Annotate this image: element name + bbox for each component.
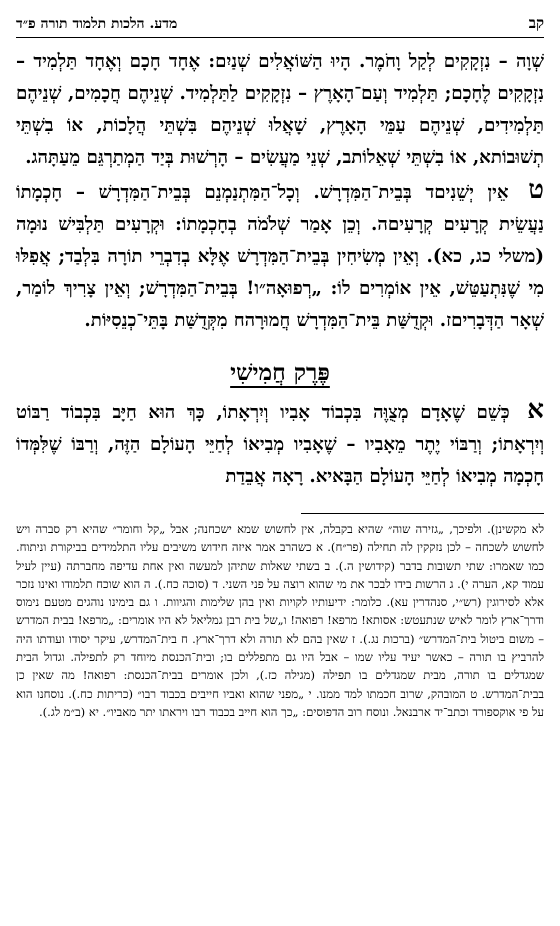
footnotes xyxy=(16,520,544,721)
halakha-paragraph xyxy=(16,174,544,337)
halakha-number: א xyxy=(527,395,544,425)
halakha-paragraph xyxy=(16,394,544,493)
footnote-divider xyxy=(301,513,544,514)
running-title: מדע. הלכות תלמוד תורה פ״ד xyxy=(16,16,178,32)
page-number: קב xyxy=(528,14,544,32)
main-text xyxy=(16,46,544,493)
chapter-title: פֶּרֶק חֲמִישִׁי xyxy=(230,359,330,386)
halakha-number: ט xyxy=(528,175,544,205)
footnote-text: לא מקשינן). ולפיכך, „גזירה שוה״ שהיא בקבלה, אין לחשוש שמא ישכחנה; אבל „קל וחומר״ שהיא רק סברה ויש לחשוש לשכחה – לכן נזקקין לה תחילה (פר״ח). א כשהרב אמר איזה חידוש משיבים עליו התלמידים בביקורת וניתוח. כמו שאמרו: שתי תשובות בדבר (קידושין ה.). ב בשתי שאלות שתיהן למעשה ואין אחת עדיפה מחברתה (עיין לעיל עמוד קא, הערה י). ג הרשות בידו לבכר את מי שהוא רוצה על פני השני. ד (סוכה כח.). ה הוא שוכח תלמודו ואינו נזכר אלא לסירוגין (רש״י, סנהדרין עא). כלומר: ידיעותיו לקויות ואין בהן שלימות והגיוות. ו גם בימינו נוהגים מטעם נימוס ודרך־ארץ לומר לאיש שנתעטש: אסותא! מרפא! רפואה! ו„של בית רבן גמליאל לא היו אומרים: „מרפא! בבית המדרש – משום ביטול בית־המדרש״ (ברכות נג.). ז שאין בהם לא תורה ולא דרך־ארץ. ח בית־המדרש, עיקר יסודו ועודתו היה להרביץ בו תורה – כאשר יעיד עליו שמו – אבל היו גם מתפללים בו; ובית־הכנסת מיוחד רק לתפילה. וגדול הבית שמגדלים בו תורה, מבית שמגדלים בו תפילה (מגילה כז.), ולכן אומרים בבית־הכנסת: רפואה! מה שאין כן בבית־המדרש. ט המובהק, שרוב חכמתו למד ממנו. י „מפני שהוא ואביו חייבים בכבוד רבו״ (כריתות כח.). נוסחנו הוא על פי אוקספורד וכתב־יד ארבנאל. ונוסח רוב הדפוסים: „כך הוא חייב בכבוד רבו ויראתו יתר מאביו״. יא (ב״מ לג.). xyxy=(16,522,544,719)
halakha-text: אֵין יְשֵׁנִיםד בְּבֵית־הַמִּדְרָשׁ. וְכָל־הַמִּתְנַמְנֵם בְּבֵית־הַמִּדְרָשׁ – חָכְמָתוֹ נַעֲשֵׂית קְרָעִים קְרָעִיםה. וְכֵן אָמַר שְׁלֹמֹה בְחָכְמָתוֹ: וּקְרָעִים תַּלְבִּישׁ נוּמָה (משלי כג, כא). וְאֵין מְשִׂיחִין בְּבֵית־הַמִּדְרָשׁ אֶלָּא בְדִבְרֵי תוֹרָה בִּלְבַד; אֲפִלּוּ מִי שֶׁנִּתְעַטֵּשׁ, אֵין אוֹמְרִים לוֹ: „רְפוּאָה״ו! בְּבֵית־הַמִּדְרָשׁ; וְאֵין צָרִיךְ לוֹמַר, שְׁאָר הַדְּבָרִיםז. וּקְדֻשַּׁת בֵּית־הַמִּדְרָשׁ חֲמוּרָהח מִקְּדֻשַּׁת בָּתֵּי־כְנֵסִיּוֹת. xyxy=(16,182,544,331)
halakha-paragraph: שְׁוָה – נִזְקָקִים לְקַל וָחֹמֶר. הָיוּ הַשּׁוֹאֲלִים שְׁנַיִם: אֶחָד חָכָם וְאֶחָד תַּלְמִיד – נִזְקָקִים לֶחָכָם; תַּלְמִיד וְעַם־הָאָרֶץ – נִזְקָקִים לַתַּלְמִיד. שְׁנֵיהֶם חֲכָמִים, שְׁנֵיהֶם תַּלְמִידִים, שְׁנֵיהֶם עַמֵּי הָאָרֶץ, שָׁאֲלוּ שְׁנֵיהֶם בִּשְׁתֵּי הֲלָכוֹת, אוֹ בִשְׁתֵּי תְשׁוּבוֹתא, אוֹ בִשְׁתֵּי שְׁאֵלוֹתב, שְׁנֵי מַעֲשִׂים – הָרְשׁוּת בְּיַד הַמְתַרְגֵּם מֵעַתָּהג. xyxy=(16,51,544,168)
running-header xyxy=(16,14,544,38)
halakha-text: כְּשֵׁם שֶׁאָדָם מְצֻוֶּה בִּכְבוֹד אָבִיו וְיִרְאָתוֹ, כָּךְ הוּא חַיָּב בִּכְבוֹד רַבּוֹט וְיִרְאָתוֹ; וְרַבּוֹי יֶתֶר מֵאָבִיו – שֶׁאָבִיו מְבִיאוֹ לְחַיֵּי הָעוֹלָם הַזֶּה, וְרַבּוֹ שֶׁלִּמְּדוֹ חָכְמָה מְבִיאוֹ לְחַיֵּי הָעוֹלָם הַבָּאיא. רָאָה אֲבֵדַת xyxy=(16,402,544,487)
